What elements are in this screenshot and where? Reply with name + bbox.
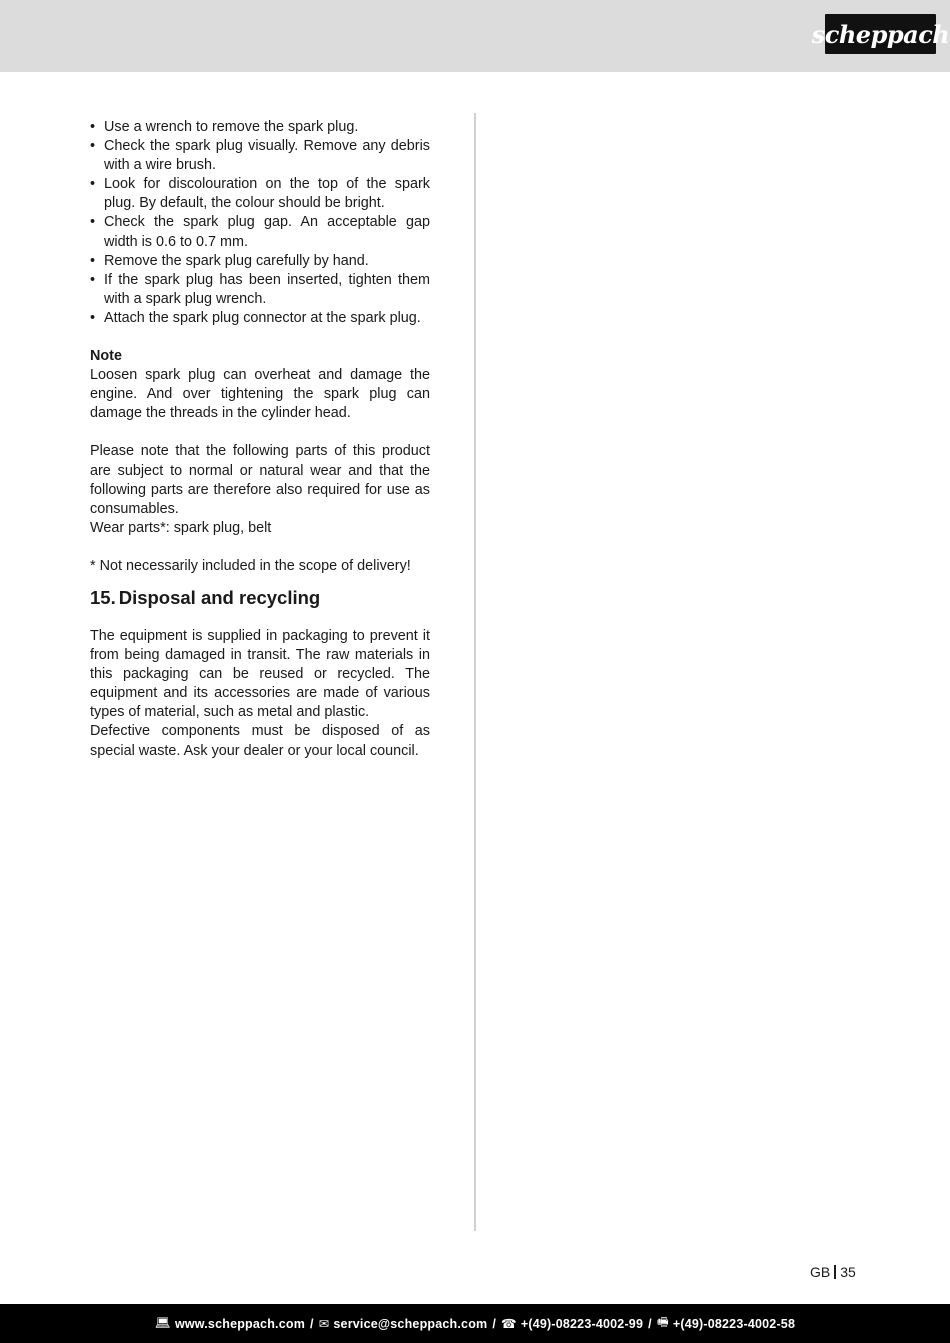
section-title: Disposal and recycling <box>118 586 321 608</box>
envelope-icon: ✉︎ <box>318 1317 330 1331</box>
section-heading-disposal <box>90 582 430 627</box>
page-number <box>810 1264 856 1280</box>
disposal-paragraph: The equipment is supplied in packaging to prevent it from being damaged in transit. The raw materials in this packaging can be reused or recycled. The equipment and its accessories are made of various types of material, such as metal and plastic. <box>90 627 430 721</box>
spark-plug-steps-list <box>90 118 430 328</box>
computer-icon: 💻︎ <box>154 1316 171 1330</box>
language-code: GB <box>810 1264 831 1280</box>
telephone-icon: ☎︎ <box>501 1317 517 1331</box>
website-link[interactable]: www.scheppach.com <box>174 1316 306 1331</box>
header-band <box>0 0 950 72</box>
scheppach-logo: scheppach <box>825 14 936 54</box>
fax-icon: 🖷︎ <box>656 1315 669 1329</box>
fax-number: +(49)-08223-4002-58 <box>672 1316 796 1331</box>
footer-separator: / <box>492 1316 497 1331</box>
special-waste-paragraph: Defective components must be disposed of as special waste. Ask your dealer or your local council. <box>90 723 430 759</box>
note-heading: Note <box>90 348 122 365</box>
page-number-divider <box>834 1265 836 1279</box>
page-number-value: 35 <box>840 1264 856 1280</box>
list-item: • Look for discolouration on the top of the spark plug. By default, the colour should be bright. <box>90 175 430 213</box>
email-link[interactable]: service@scheppach.com <box>333 1316 488 1331</box>
wear-parts-paragraph: Please note that the following parts of this product are subject to normal or natural wear and that the following parts are therefore also required for use as consumables. <box>90 443 430 517</box>
note-text: Loosen spark plug can overheat and damage the engine. And over tightening the spark plug can damage the threads in the cylinder head. <box>90 367 430 422</box>
list-item: • If the spark plug has been inserted, tighten them with a spark plug wrench. <box>90 271 430 309</box>
footer-separator: / <box>310 1316 314 1331</box>
list-item: • Check the spark plug gap. An acceptable gap width is 0.6 to 0.7 mm. <box>90 213 430 251</box>
delivery-footnote: * Not necessarily included in the scope of delivery! <box>90 557 411 574</box>
list-item: • Use a wrench to remove the spark plug. <box>90 118 430 137</box>
list-item: • Remove the spark plug carefully by hand. <box>90 252 430 271</box>
list-item: • Attach the spark plug connector at the spark plug. <box>90 309 430 328</box>
column-divider <box>474 113 476 1231</box>
footer-separator: / <box>648 1316 652 1331</box>
section-number: 15. <box>90 586 116 608</box>
phone-number: +(49)-08223-4002-99 <box>520 1316 644 1331</box>
left-column <box>90 118 430 761</box>
footer-contact-bar <box>0 1304 950 1343</box>
wear-parts-list: Wear parts*: spark plug, belt <box>90 519 272 536</box>
list-item: • Check the spark plug visually. Remove any debris with a wire brush. <box>90 137 430 175</box>
